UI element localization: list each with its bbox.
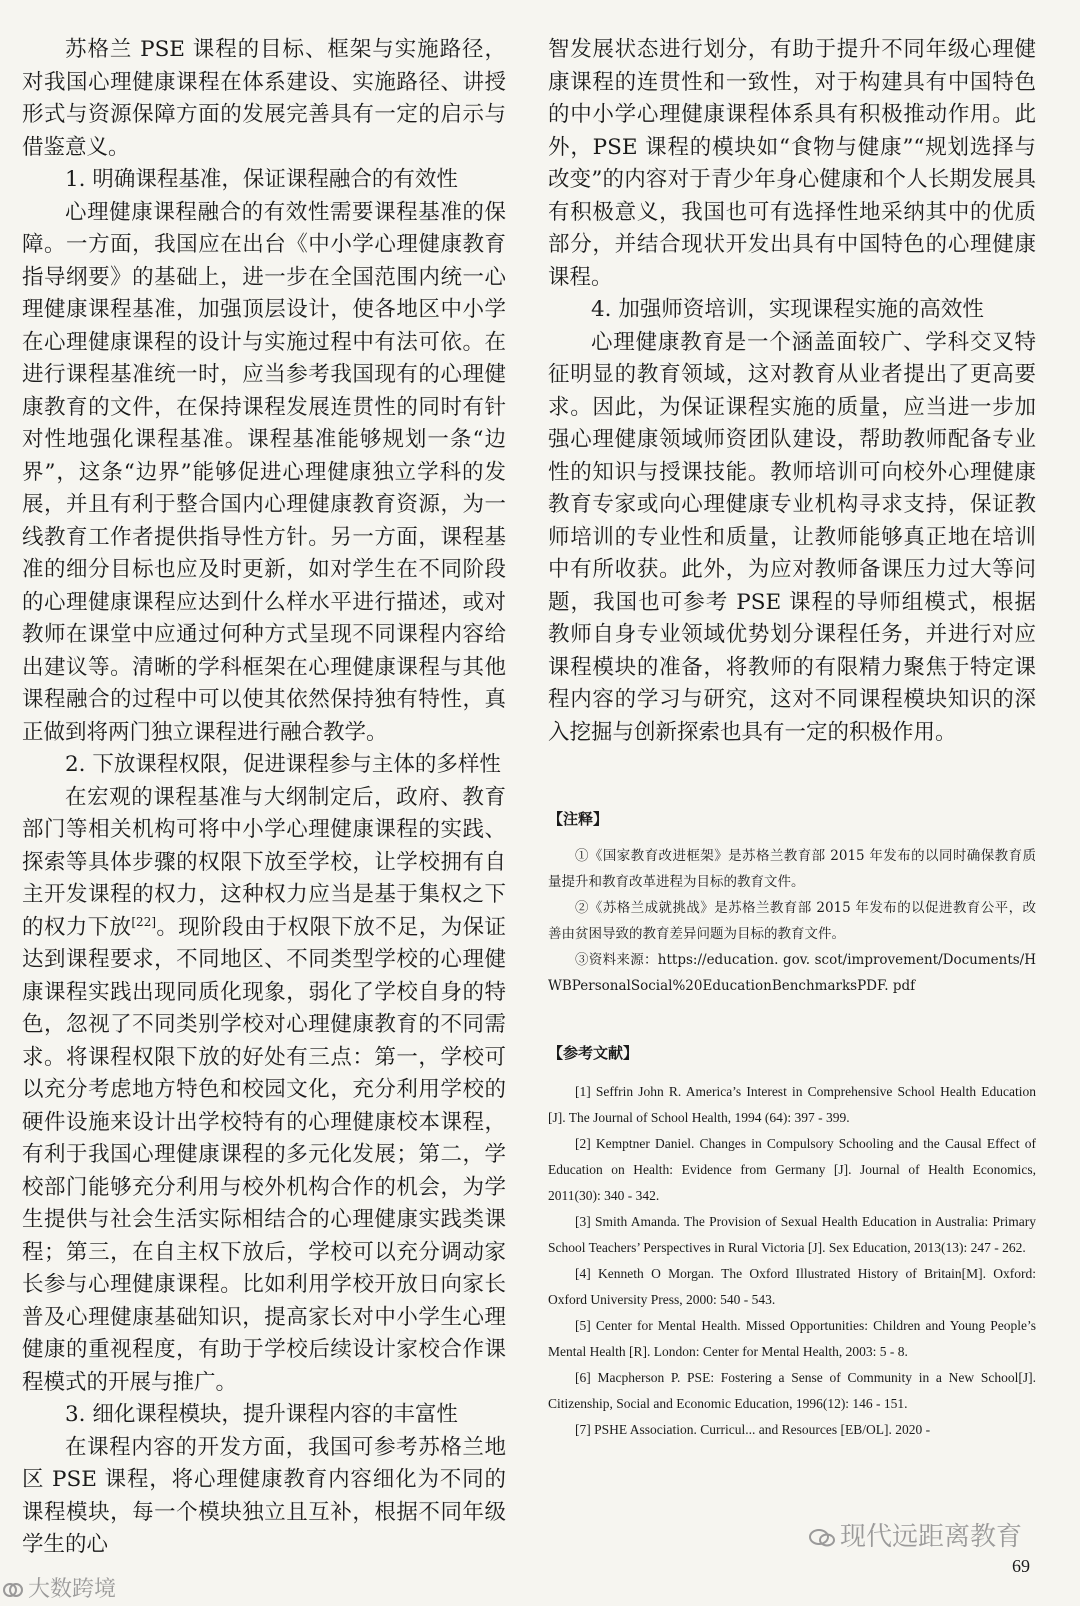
reference-item: [7] PSHE Association. Curricul... and Resources [EB/OL]. 2020 - [575, 1422, 931, 1437]
references-title: 【参考文献】 [548, 1044, 639, 1062]
reference-item: [2] Kemptner Daniel. Changes in Compulsory Schooling and the Causal Effect of Education on Health: Evidence from Germany [J]. Journal of Health Economics, 2011(30): 340 - 342. [548, 1136, 1036, 1203]
paragraph-2-part-b: 。现阶段由于权限下放不足，为保证达到课程要求，不同地区、不同类型学校的心理健康课程实践出现同质化现象，弱化了学校自身的特色，忽视了不同类别学校对心理健康教育的不同需求。将课程权限下放的好处有三点：第一，学校可以充分考虑地方特色和校园文化，充分利用学校的硬件设施来设计出学校特有的心理健康校本课程，有利于我国心理健康课程的多元化发展；第二，学校部门能够充分利用与校外机构合作的机会，为学生提供与社会生活实际相结合的心理健康实践类课程；第三，在自主权下放后，学校可以充分调动家长参与心理健康课程。比如利用学校开放日向家长普及心理健康基础知识，提高家长对中小学生心理健康的重视程度，有助于学校后续设计家校合作课程模式的开展与推广。 [22, 914, 506, 1395]
reference-item: [4] Kenneth O Morgan. The Oxford Illustrated History of Britain[M]. Oxford: Oxford University Press, 2000: 540 - 543. [548, 1266, 1036, 1307]
reference-item: [5] Center for Mental Health. Missed Opportunities: Children and Young People’s Mental Health [R]. London: Center for Mental Health, 2003: 5 - 8. [548, 1318, 1036, 1359]
note-item: ②《苏格兰成就挑战》是苏格兰教育部 2015 年发布的以促进教育公平，改善由贫困导致的教育差异问题为目标的教育文件。 [548, 900, 1036, 942]
right-column [548, 34, 1036, 1443]
page-number: 69 [1012, 1556, 1030, 1576]
section-heading-2: 2. 下放课程权限，促进课程参与主体的多样性 [65, 752, 501, 777]
section-heading-3: 3. 细化课程模块，提升课程内容的丰富性 [65, 1402, 458, 1427]
watermark-right-text: 现代远距离教育 [840, 1522, 1023, 1552]
section-heading-4: 4. 加强师资培训，实现课程实施的高效性 [591, 297, 984, 322]
section-paragraph-3-continued: 智发展状态进行划分，有助于提升不同年级心理健康课程的连贯性和一致性，对于构建具有中国特色的中小学心理健康课程体系具有积极推动作用。此外，PSE 课程的模块如“食物与健康”“规划选择与改变”的内容对于青少年身心健康和个人长期发展具有积极意义，我国也可有选择性地采纳其中的优质部分，并结合现状开发出具有中国特色的心理健康课程。 [548, 37, 1036, 290]
notes-title: 【注释】 [548, 810, 609, 828]
intro-paragraph: 苏格兰 PSE 课程的目标、框架与实施路径，对我国心理健康课程在体系建设、实施路径、讲授形式与资源保障方面的发展完善具有一定的启示与借鉴意义。 [22, 37, 506, 160]
watermark-logo-icon [2, 1579, 24, 1601]
reference-item: [6] Macpherson P. PSE: Fostering a Sense of Community in a New School[J]. Citizenship, Social and Economic Education, 1996(12): 146 - 151. [548, 1370, 1036, 1411]
reference-item: [1] Seffrin John R. America’s Interest in Comprehensive School Health Education [J]. The Journal of School Health, 1994 (64): 397 - 399. [548, 1084, 1036, 1125]
note-item: ①《国家教育改进框架》是苏格兰教育部 2015 年发布的以同时确保教育质量提升和教育改革进程为目标的教育文件。 [548, 848, 1036, 890]
section-paragraph-1: 心理健康课程融合的有效性需要课程基准的保障。一方面，我国应在出台《中小学心理健康教育指导纲要》的基础上，进一步在全国范围内统一心理健康课程基准，加强顶层设计，使各地区中小学在心理健康课程的设计与实施过程中有法可依。在进行课程基准统一时，应当参考我国现有的心理健康教育的文件，在保持课程发展连贯性的同时有针对性地强化课程基准。课程基准能够规划一条“边界”，这条“边界”能够促进心理健康独立学科的发展，并且有利于整合国内心理健康教育资源，为一线教育工作者提供指导性方针。另一方面，课程基准的细分目标也应及时更新，如对学生在不同阶段的心理健康课程应达到什么样水平进行描述，或对教师在课堂中应通过何种方式呈现不同课程内容给出建议等。清晰的学科框架在心理健康课程与其他课程融合的过程中可以使其依然保持独有特性，真正做到将两门独立课程进行融合教学。 [22, 199, 506, 745]
citation-22: [22] [131, 914, 157, 929]
note-item: ③资料来源：https://education. gov. scot/improvement/Documents/HWBPersonalSocial%20EducationBenchmarksPDF. pdf [548, 952, 1036, 994]
section-heading-1: 1. 明确课程基准，保证课程融合的有效性 [65, 167, 458, 192]
wechat-icon [808, 1527, 836, 1549]
section-paragraph-4: 心理健康教育是一个涵盖面较广、学科交叉特征明显的教育领域，这对教育从业者提出了更高要求。因此，为保证课程实施的质量，应当进一步加强心理健康领域师资团队建设，帮助教师配备专业性的知识与授课技能。教师培训可向校外心理健康教育专家或向心理健康专业机构寻求支持，保证教师培训的专业性和质量，让教师能够真正地在培训中有所收获。此外，为应对教师备课压力过大等问题，我国也可参考 PSE 课程的导师组模式，根据教师自身专业领域优势划分课程任务，并进行对应课程模块的准备，将教师的有限精力聚焦于特定课程内容的学习与研究，这对不同课程模块知识的深入挖掘与创新探索也具有一定的积极作用。 [548, 329, 1036, 745]
watermark-left-text: 大数跨境 [28, 1577, 117, 1602]
paragraph-2-part-a: 在宏观的课程基准与大纲制定后，政府、教育部门等相关机构可将中小学心理健康课程的实践、探索等具体步骤的权限下放至学校，让学校拥有自主开发课程的权力，这种权力应当是基于集权之下的权力下放 [22, 784, 506, 940]
watermark-right [808, 1516, 1022, 1553]
reference-item: [3] Smith Amanda. The Provision of Sexual Health Education in Australia: Primary School Teachers’ Perspectives in Rural Victoria [J]. Sex Education, 2013(13): 247 - 262. [548, 1214, 1036, 1255]
section-paragraph-3-start: 在课程内容的开发方面，我国可参考苏格兰地区 PSE 课程，将心理健康教育内容细化为不同的课程模块，每一个模块独立且互补，根据不同年级学生的心 [22, 1434, 506, 1557]
section-paragraph-2 [22, 782, 506, 1400]
left-column [22, 34, 506, 1562]
watermark-left [2, 1572, 116, 1603]
